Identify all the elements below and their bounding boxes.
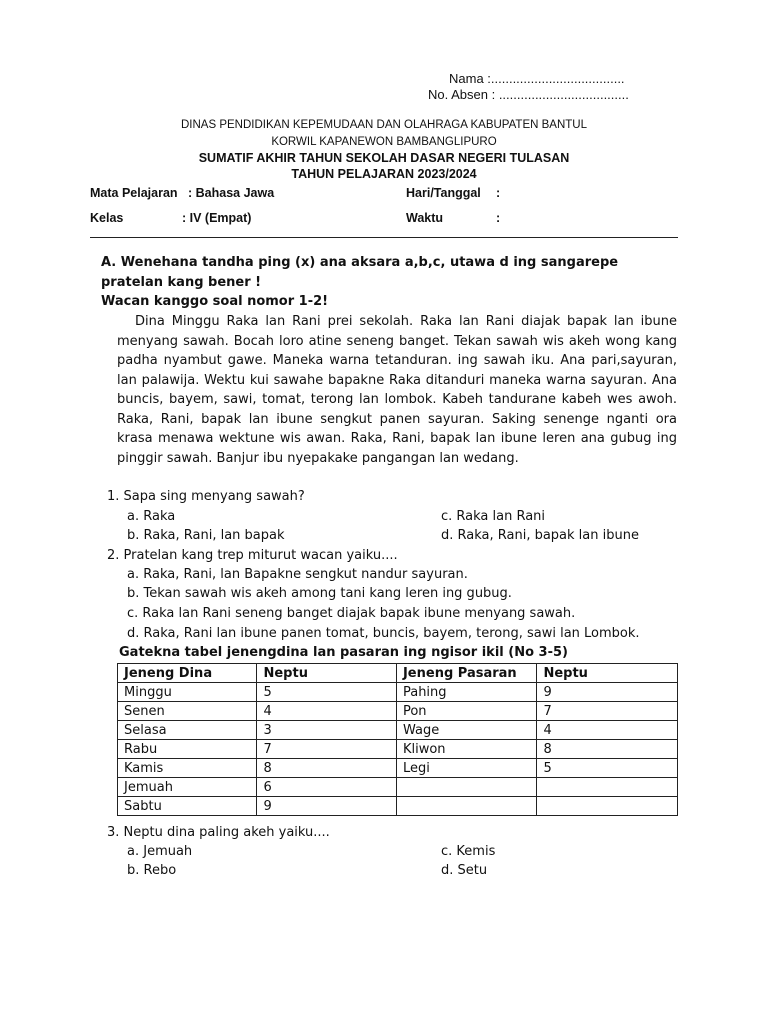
table-cell: Kamis: [118, 759, 257, 778]
header-neptu-pasaran: Neptu: [537, 664, 678, 683]
table-row: [118, 778, 678, 797]
q2-option-d[interactable]: d. Raka, Rani lan ibune panen tomat, buncis, bayem, terong, sawi lan Lombok.: [127, 626, 640, 641]
mapel-label: Mata Pelajaran: [90, 186, 178, 200]
table-cell: 9: [257, 797, 396, 816]
question-1: 1. Sapa sing menyang sawah?: [107, 489, 305, 504]
mapel-value: : Bahasa Jawa: [188, 186, 275, 200]
hari-label: Hari/Tanggal: [406, 186, 481, 200]
q1-option-c[interactable]: c. Raka lan Rani: [441, 509, 546, 524]
table-cell: 5: [257, 683, 396, 702]
table-cell: 5: [537, 759, 678, 778]
table-cell: Legi: [396, 759, 537, 778]
q1-option-d[interactable]: d. Raka, Rani, bapak lan ibune: [441, 528, 639, 543]
header-divider: [90, 237, 678, 238]
q3-option-d[interactable]: d. Setu: [441, 863, 488, 878]
table-row: [118, 702, 678, 721]
q1-option-a[interactable]: a. Raka: [127, 509, 176, 524]
header-dinas: DINAS PENDIDIKAN KEPEMUDAAN DAN OLAHRAGA KABUPATEN BANTUL: [181, 119, 587, 131]
waktu-value: :: [496, 211, 501, 225]
q2-option-a[interactable]: a. Raka, Rani, lan Bapakne sengkut nandur sayuran.: [127, 567, 468, 582]
table-row: [118, 721, 678, 740]
table-cell: 8: [257, 759, 396, 778]
table-cell: 3: [257, 721, 396, 740]
table-cell: Sabtu: [118, 797, 257, 816]
reading-passage: [117, 312, 677, 468]
table-cell: 9: [537, 683, 678, 702]
table-cell: Selasa: [118, 721, 257, 740]
hari-value: :: [496, 186, 501, 200]
table-cell: 8: [537, 740, 678, 759]
table-cell: [537, 797, 678, 816]
table-cell: Minggu: [118, 683, 257, 702]
table-cell: 7: [257, 740, 396, 759]
question-3: 3. Neptu dina paling akeh yaiku....: [107, 825, 330, 840]
table-row: [118, 797, 678, 816]
reading-title: Wacan kanggo soal nomor 1-2!: [101, 294, 329, 309]
header-korwil: KORWIL KAPANEWON BAMBANGLIPURO: [271, 136, 497, 148]
header-jeneng-pasaran: Jeneng Pasaran: [396, 664, 537, 683]
student-name-field: Nama :.....................................: [449, 71, 625, 86]
header-jeneng-dina: Jeneng Dina: [118, 664, 257, 683]
reading-passage-text: Dina Minggu Raka lan Rani prei sekolah. Raka lan Rani diajak bapak lan ibune menyang sawah. Bocah loro atine seneng banget. Tekan sawah wis akeh wong kang padha nyambut gawe. Maneka warna tetanduran. ing sawah iku. Ana pari,sayuran, lan palawija. Wektu kui sawahe bapakne Raka ditanduri maneka warna sayuran. Ana buncis, bayem, sawi, tomat, terong lan lombok. Kabeh tandurane kabeh wes awoh. Raka, Rani, bapak lan ibune sengkut panen sayuran. Saking senenge nganti ora krasa menawa wektune wis awan. Raka, Rani, bapak lan ibune leren ana gubug ing pinggir sawah. Banjur ibu nyepakake pangangan lan wedang.: [117, 314, 677, 466]
q1-option-b[interactable]: b. Raka, Rani, lan bapak: [127, 528, 285, 543]
waktu-label: Waktu: [406, 211, 444, 225]
kelas-value: : IV (Empat): [182, 211, 252, 225]
q3-option-a[interactable]: a. Jemuah: [127, 844, 193, 859]
table-header-row: [118, 664, 678, 683]
question-2: 2. Pratelan kang trep miturut wacan yaiku....: [107, 548, 398, 563]
table-cell: [396, 797, 537, 816]
q2-option-b[interactable]: b. Tekan sawah wis akeh among tani kang leren ing gubug.: [127, 586, 512, 601]
table-cell: [537, 778, 678, 797]
neptu-table: [117, 663, 678, 816]
table-cell: Kliwon: [396, 740, 537, 759]
table-title: Gatekna tabel jenengdina lan pasaran ing ngisor ikil (No 3-5): [119, 645, 568, 660]
table-cell: 4: [537, 721, 678, 740]
table-cell: 6: [257, 778, 396, 797]
student-absen-field: No. Absen : ....................................: [428, 87, 629, 102]
q3-option-b[interactable]: b. Rebo: [127, 863, 177, 878]
table-cell: [396, 778, 537, 797]
header-year: TAHUN PELAJARAN 2023/2024: [291, 167, 477, 181]
table-cell: Wage: [396, 721, 537, 740]
table-cell: Rabu: [118, 740, 257, 759]
header-neptu-dina: Neptu: [257, 664, 396, 683]
table-cell: 7: [537, 702, 678, 721]
table-cell: Pon: [396, 702, 537, 721]
q3-option-c[interactable]: c. Kemis: [441, 844, 496, 859]
table-cell: Pahing: [396, 683, 537, 702]
table-cell: Senen: [118, 702, 257, 721]
table-cell: 4: [257, 702, 396, 721]
section-a-instruction-2: pratelan kang bener !: [101, 275, 262, 290]
table-row: [118, 740, 678, 759]
table-row: [118, 759, 678, 778]
table-row: [118, 683, 678, 702]
section-a-instruction-1: A. Wenehana tandha ping (x) ana aksara a,b,c, utawa d ing sangarepe: [101, 255, 619, 270]
table-cell: Jemuah: [118, 778, 257, 797]
kelas-label: Kelas: [90, 211, 124, 225]
q2-option-c[interactable]: c. Raka lan Rani seneng banget diajak bapak ibune menyang sawah.: [127, 606, 576, 621]
header-title: SUMATIF AKHIR TAHUN SEKOLAH DASAR NEGERI TULASAN: [198, 151, 570, 165]
